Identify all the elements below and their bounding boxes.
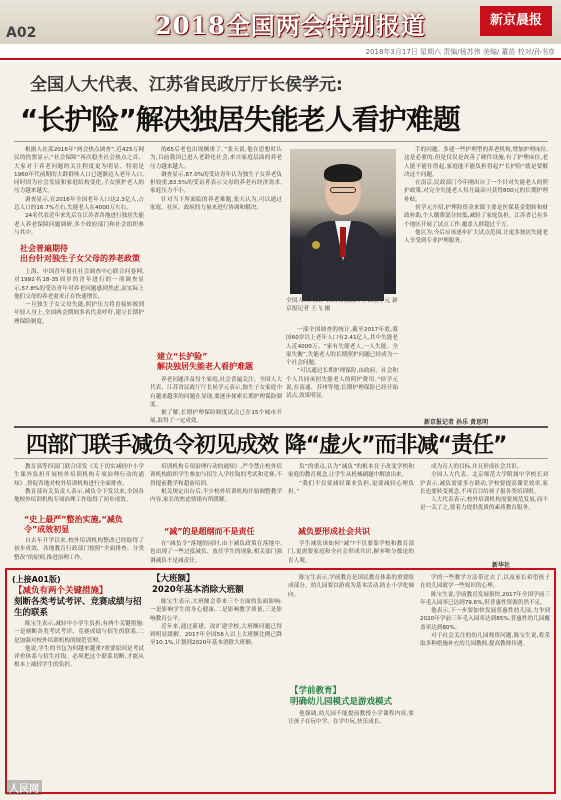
story2-col2 [150,463,282,523]
paragraph: 人大代表表示,校外培训机构需要规范发展,而不是一关了之,要着力提供优质的素质教育服务。 [420,497,548,512]
story1-byline: 新京报记者 孙乐 黄思明 [424,419,489,426]
watermark: 人民网 [6,780,42,795]
story2-col1b [14,537,144,565]
paragraph: 24名代表近年来先后在江苏省各地进行独居失能老人养老保障问题调研,多个政府部门和社会组织参与其中。 [14,213,144,236]
story2-headline: 四部门联手减负令初见成效 降“虚火”而非减“责任” [26,433,507,458]
divider [14,458,548,459]
newspaper-logo: 新京晨报 [480,6,552,36]
paragraph: 在“减负令”落地的同时,由于减负政策在落地中,也出现了一些过度减负、放任学生的现象,相关部门强调减负不是减责任。 [150,541,282,564]
box-col4 [420,574,550,788]
story1-col2 [150,146,282,349]
story2-col4 [420,463,548,559]
story2-subhead-1: “史上最严”整治实施,“减负令”成效初显 [24,515,123,534]
paragraph: 陈宝生说,学前教育发展很快,2017年全国学前三年毛入园率已达到79.6%,但普惠性资源仍然不足。 [420,591,550,606]
box-col2 [150,598,282,788]
paragraph: 根据人社部2016年“两会热点调查”,近425万网民的投票显示,“社会保障”再次稳坐社会热点之首。大家对于养老问题的关注程度更为明显。特别是1960年代前期的大龄群体人口已逐渐迈入老年人口,同时因为社会发展和家庭结构变化,子女照护老人的压力越来越大。 [14,147,144,195]
story2-subhead-3: 减负要形成社会共识 [298,527,370,536]
box-col3b [288,710,414,788]
paragraph: “可以通过长期护理保险,由政府、社会和个人共同承担失能老人的照护费用。”侯学元说,在南通、苏州等地,长期护理保险已经开始试点,效果明显。 [286,368,398,400]
story1-col2b [150,376,282,425]
box-heading-1-text: 刻断各类考试考评、竞赛成绩与招生的联系 [14,597,142,618]
story1-subhead-1: 社会普遍期待 出台针对独生子女父母的养老政策 [20,244,140,263]
box-heading-2: 【大班额】 2020年基本消除大班额 [152,574,244,595]
paragraph: 他认为,今后应该逐步扩大试点范围,让更多独居失能老人享受到专业护理服务。 [404,229,548,245]
masthead-rule [0,58,561,60]
box-heading-3: 【学前教育】 明确幼儿园模式是游戏模式 [290,686,393,707]
badge-icon [312,241,320,249]
box-heading-1-label: 【减负有两个关键措施】 [14,586,108,596]
paragraph: 他说,学生的书包为何越来越重?重要原因是考试评价体系与招生挂钩。必须把这个联系切断,才能从根本上减轻学生的负担。 [14,645,144,669]
paragraph: 教育部有关负责人表示,减负令下发以来,全国各地校外培训机构专项治理工作取得了初步成效。 [14,488,144,504]
continued-tag: (上接A01版) [12,575,61,584]
paragraph: 在南京,民政部门今年刚出台了一个针对失能老人的照护政策,对完全失能老人每月最高可获得800元的长期护理补贴。 [404,180,548,203]
paragraph: 负”的重点,认为“减负”的根本在于改变学校和家庭的教育观念,让学生从机械刷题中解放出来。 [288,464,414,479]
paragraph: 教育部等四部门联合印发《关于切实减轻中小学生课外负担开展校外培训机构专项治理行动的通知》,督促各地对校外培训机构进行全面排查。 [14,464,144,487]
section-title: 2018全国两会特别报道 [155,11,426,40]
masthead [0,0,561,62]
paragraph: 他表示,下一步要加快发展普惠性幼儿园,力争到2020年学前三年毛入园率达到85%,普惠性幼儿园覆盖率达到80%。 [420,608,550,631]
paragraph: 一部全国调查的统计,截至2017年底,我国60岁以上老年人口有2.41亿人,其中失能老人近4000万。“家有失能老人,一人失能、全家失衡”,失能老人的长期照护问题已经成为一个社会问题。 [286,327,398,367]
paragraph: 陈宝生表示,减轻中小学生负担,有两个关键措施:一是刻断各类考试考评、竞赛成绩与招生的联系,二是加强对校外培训机构的规范管理。 [14,621,144,644]
portrait-photo [290,149,396,294]
paragraph: 学生减负该如何“减”?不仅要靠学校和教育部门,更需要家庭和全社会形成共识,摒弃唯分数论的育人观。 [288,541,414,564]
paragraph: 全国人大代表、北京师范大学附属中学校长刘沪表示,减负需要多方联动,学校要提高课堂效率,家长也要转变观念,不再盲目给孩子报各类培训班。 [420,472,548,495]
paragraph: 对于社会关注的幼儿园师资问题,陈宝生说,将采取多种措施补充幼儿园教师,提高教师待遇。 [420,633,550,648]
paragraph: 的65后老也出现侧重了。”张天说,他在思想时认为,目前我国已进入老龄化社会,来自家庭层面的养老压力越来越大。 [150,147,282,170]
paragraph: 针对当下所面临的养老难题,张天认为,可以通过家庭、社区、政府的力量来进行协调和解决。 [150,196,282,212]
paragraph: 一旦独生子女父母失能,照护压力将直接转嫁到年轻人身上,全国两会期间多名代表呼吁,建立长期护理保险制度。 [14,302,144,325]
paragraph: 他强调,幼儿园不能提前教授小学课程内容,要让孩子在玩中学、在学中玩,快乐成长。 [288,711,414,726]
story1-headline: “长护险”解决独居失能老人看护难题 [20,103,460,136]
box-heading-1 [14,586,144,619]
paragraph: 调查显示,87.0%的受访青年认为独生子女养老负担较重,83.5%的受访者表示父母的养老有经济需求,家庭压力不小。 [150,171,282,195]
story2-col3b [288,540,414,565]
paragraph: “我们不仅要减轻课业负担,更要减轻心理负担。” [288,480,414,495]
paragraph: 相关规定出台后,不少校外培训机构开始调整教学内容,家长的焦虑情绪有所缓解。 [150,488,282,504]
paragraph: 陈宝生表示,学前教育是国民教育体系的重要组成部分。幼儿园要以游戏为基本活动,防止小学化倾向。 [288,575,414,598]
photo-caption: 全国人大代表、江苏省民政厅厅长侯学元 新京报记者 王飞 摄 [286,298,398,312]
story2-col2b [150,540,282,565]
paragraph: 据了解,长期护理保险制度试点已在15个城市开展,取得了一定成效。 [150,410,282,425]
issue-meta: 2018年3月17日 星期六 责编/杨苏伟 美编/ 董苗 校对/孙书彦 [365,48,555,56]
paragraph: 上海、中国青年报社社会调查中心联合问卷网,对1992名18-35周岁的青年进行的一项调查显示,57.8%的受访青年对养老问题感到焦虑,而实际上他们父母的养老需求正在快速增长。 [14,269,144,300]
story1-col1 [14,146,144,236]
story2-subhead-2: “减”的是超纲而不是责任 [164,527,255,536]
story2-col3 [288,463,414,523]
paragraph: 调查显示,在2016年全国老年人口达2.3亿人,占总人口的16.7%左右,失能老人在4000万左右。 [14,196,144,212]
paragraph: 成为育人的目标,并且形成社会共识。 [431,464,523,470]
story1-kicker: 全国人大代表、江苏省民政厅厅长侯学元: [30,75,343,95]
paragraph: 养老问题涉及每个家庭,社会普遍关注。全国人大代表、江苏省民政厅厅长侯学元表示,独生子女家庭中有越来越多的问题在显现,要逐步探索长期护理保险制度。 [150,377,282,408]
story1-col3 [286,326,398,416]
page-number: A02 [6,25,37,41]
paragraph: 手的问题。多建一些护理型的养老机构,增加护理床位,这是必要的,但是仅仅是改善了硬件设施,有了护理床位,老人能不能住得起,家庭能不能负担得起?“长护险”就是要解决这个问题。 [404,147,548,178]
paragraph: 培训机构专项治理行动的通知》,严令禁止校外培训机构组织学生参加与招生入学挂钩的考试和竞赛,不得提前教学和超前培训。 [150,464,282,487]
story2-byline: 新华社 [492,562,511,569]
story1-col4 [404,146,548,414]
paragraph: 自去年开学以来,校外培训机构整改已经取得了初步成效。各地教育行政部门按照“全面排查、分类整改”的原则,推进治理工作。 [14,538,144,561]
story2-col1 [14,463,144,513]
box-col3a [288,574,414,682]
paragraph: 陈宝生表示,大班额会带来三个方面的负面影响:一是影响学生的身心健康,二是影响教学质量,三是影响教育公平。 [150,599,282,622]
story1-col1b [14,268,144,416]
paragraph: 侯学元介绍,护理险资金来源主要是医保基金划转和财政补助,个人缴费部分较低,减轻了家庭负担。江苏省已有多个地区开展了试点工作,覆盖人群超过千万。 [404,205,548,228]
box-col1 [14,620,144,788]
paragraph: 近年来,通过新建、改扩建学校,大班额问题已得到明显缓解。2017年全国56人以上大班额比例已降至10.1%,计划到2020年基本消除大班额。 [150,623,282,647]
divider [14,141,548,142]
paragraph: 学的一些教学方法带过去了,以及家长希望孩子在幼儿园就学一些知识的心理。 [420,575,550,590]
story1-subhead-2: 建立“长护险” 解决独居失能老人看护难题 [157,352,253,371]
